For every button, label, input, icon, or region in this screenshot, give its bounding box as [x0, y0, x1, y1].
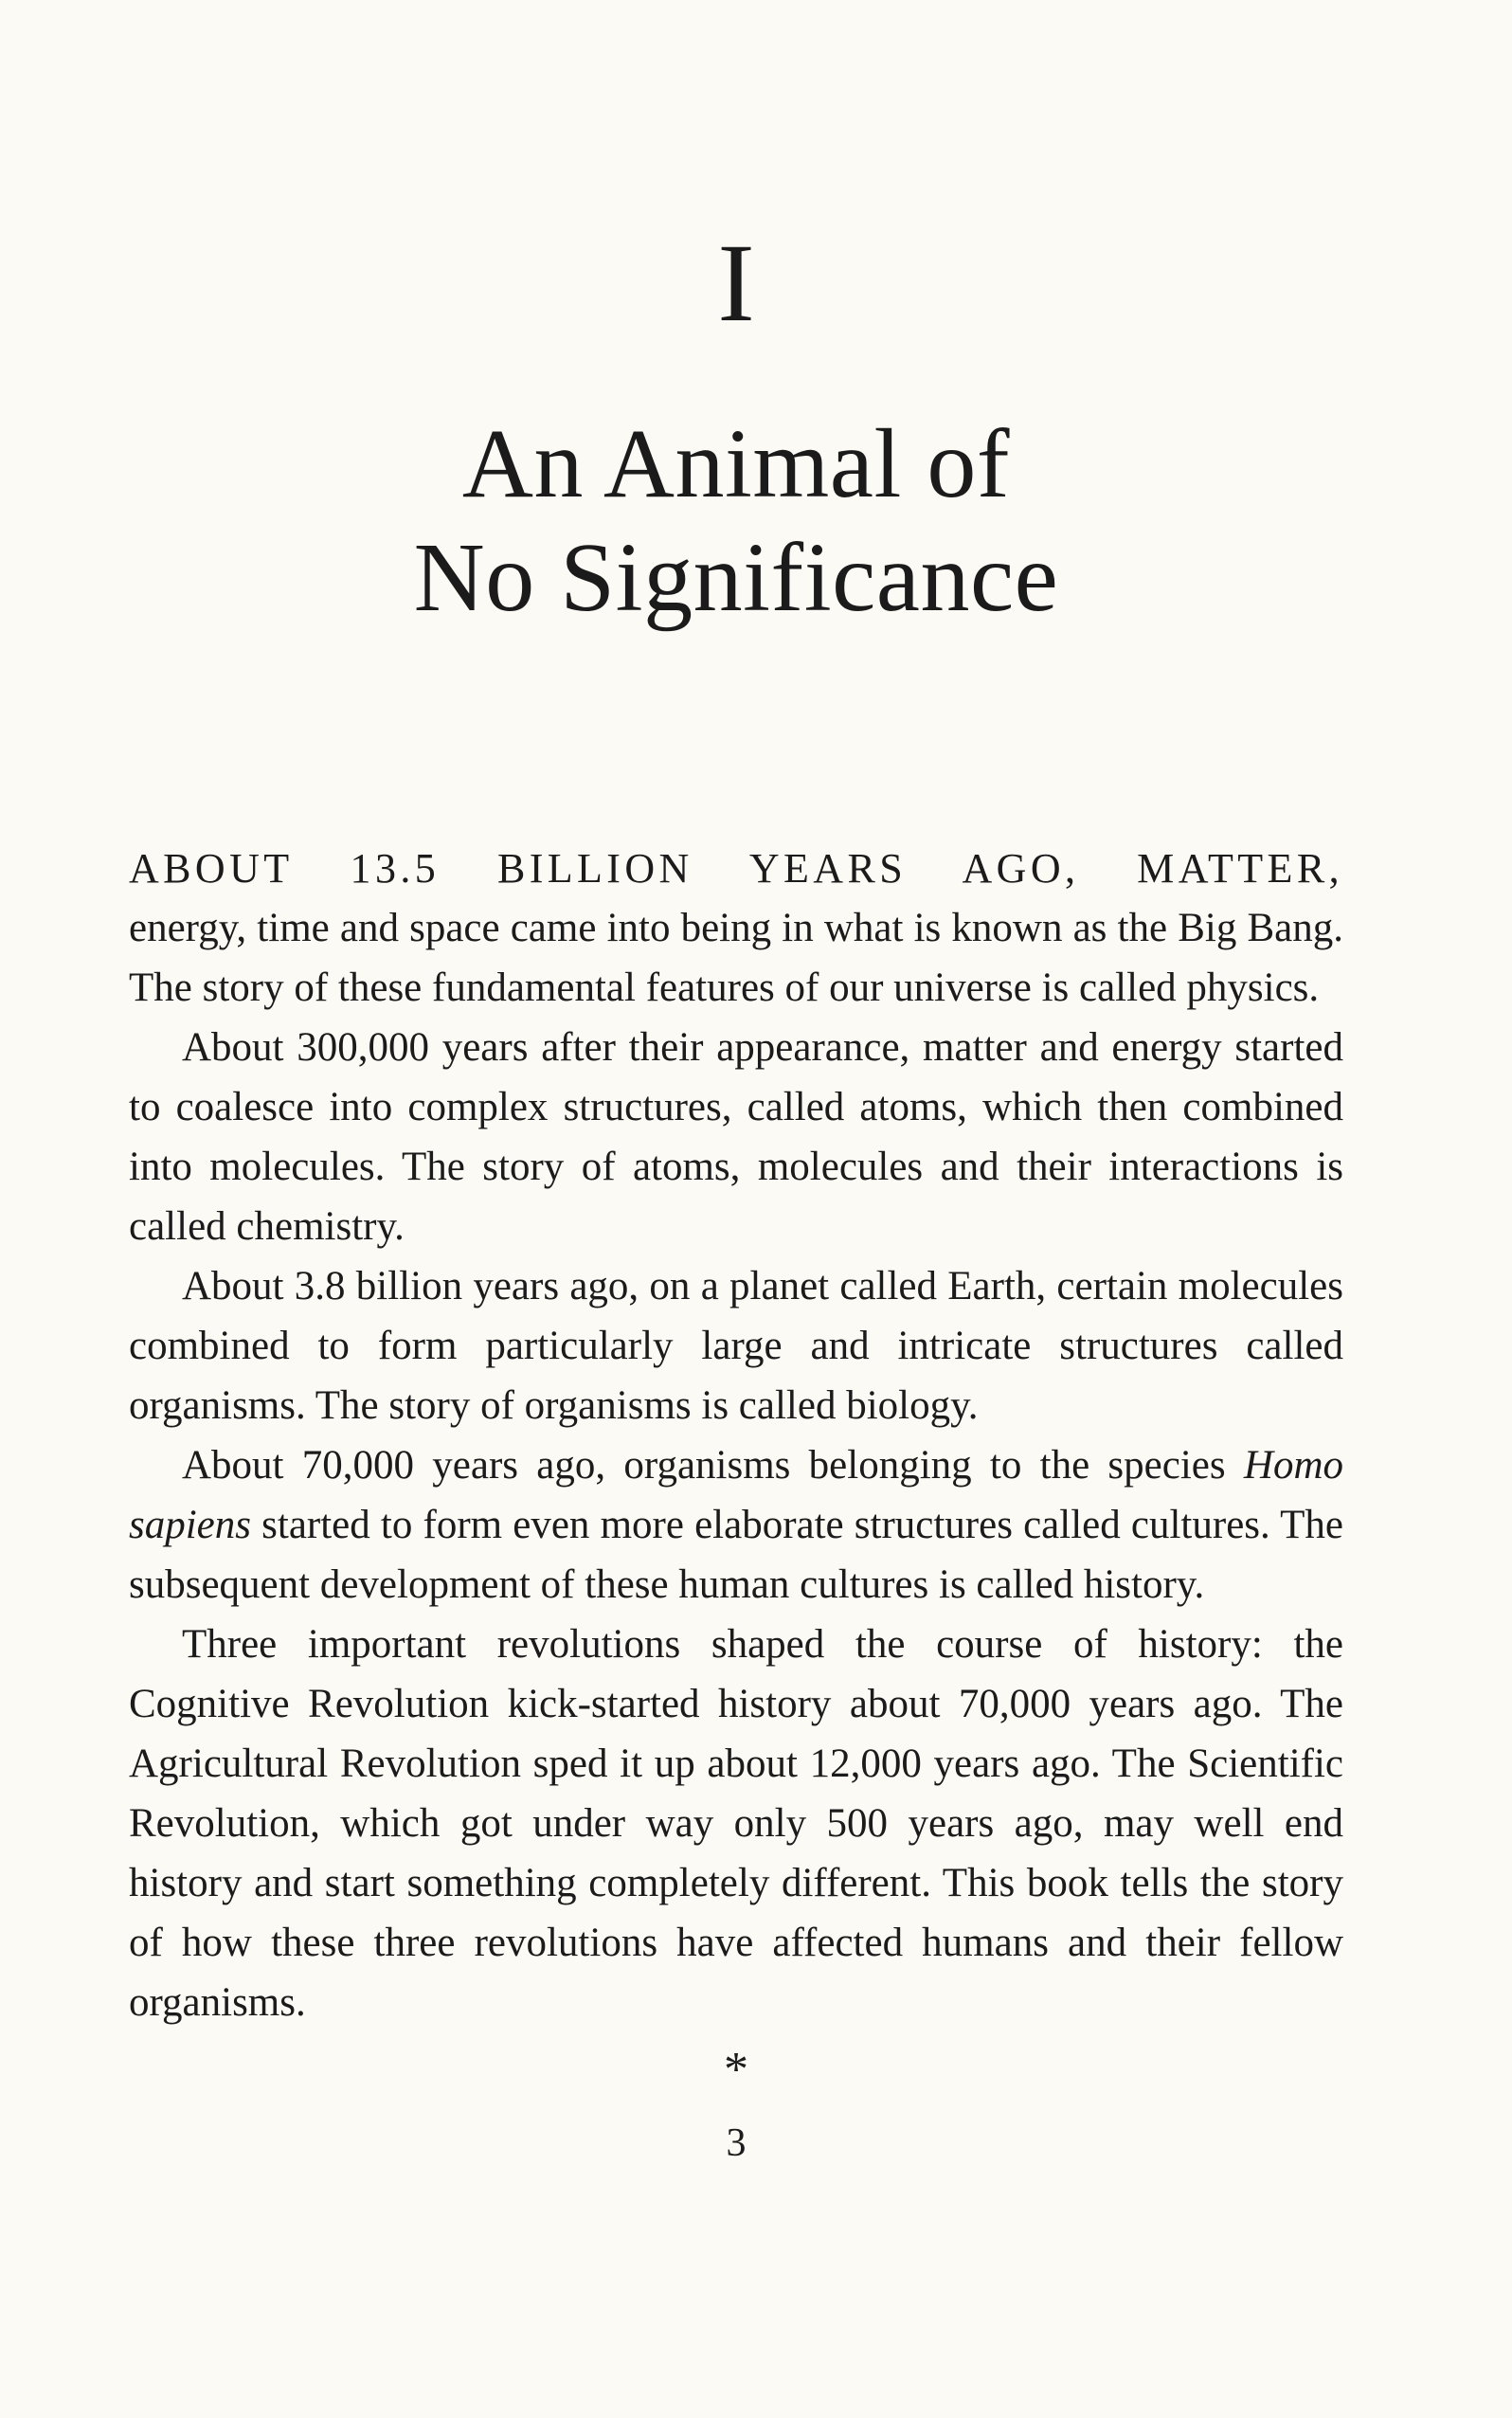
chapter-title [129, 407, 1343, 635]
page-number: 3 [726, 2121, 747, 2165]
paragraph-1-lead-caps: ABOUT 13.5 BILLION YEARS AGO, MATTER, [129, 845, 1343, 892]
chapter-title-line-1: An Animal of [461, 409, 1011, 518]
paragraph-1 [129, 839, 1343, 1018]
chapter-number: I [717, 221, 755, 345]
paragraph-2: About 300,000 years after their appearance, matter and energy started to coalesce into complex structures, called atoms, which then combined into molecules. The story of atoms, molecules and their interactions is called chemistry. [129, 1025, 1343, 1249]
paragraph-5: Three important revolutions shaped the course of history: the Cognitive Revolution kick-started history about 70,000 years ago. The Agricultural Revolution sped it up about 12,000 years ago. The Scientific Revolution, which got under way only 500 years ago, may well end history and start something completely different. This book tells the story of how these three revolutions have affected humans and their fellow organisms. [129, 1622, 1343, 2025]
chapter-title-line-2: No Significance [413, 523, 1059, 632]
paragraph-1-rest: energy, time and space came into being in what is known as the Big Bang. The story of these fundamental features of our universe is called physics. [129, 906, 1343, 1010]
paragraph-4-italic-species: Homo sapiens [129, 1443, 1343, 1547]
paragraph-4-after-italic: started to form even more elaborate structures called cultures. The subsequent development of these human cultures is called history. [129, 1503, 1343, 1607]
page-content [129, 0, 1343, 2163]
paragraph-4-before-italic: About 70,000 years ago, organisms belonging to the species [182, 1443, 1244, 1488]
paragraph-4 [129, 1435, 1343, 1615]
body-text [129, 839, 1343, 2032]
paragraph-3: About 3.8 billion years ago, on a planet called Earth, certain molecules combined to form particularly large and intricate structures called organisms. The story of organisms is called biology. [129, 1264, 1343, 1428]
section-break-asterisk: * [724, 2043, 748, 2097]
